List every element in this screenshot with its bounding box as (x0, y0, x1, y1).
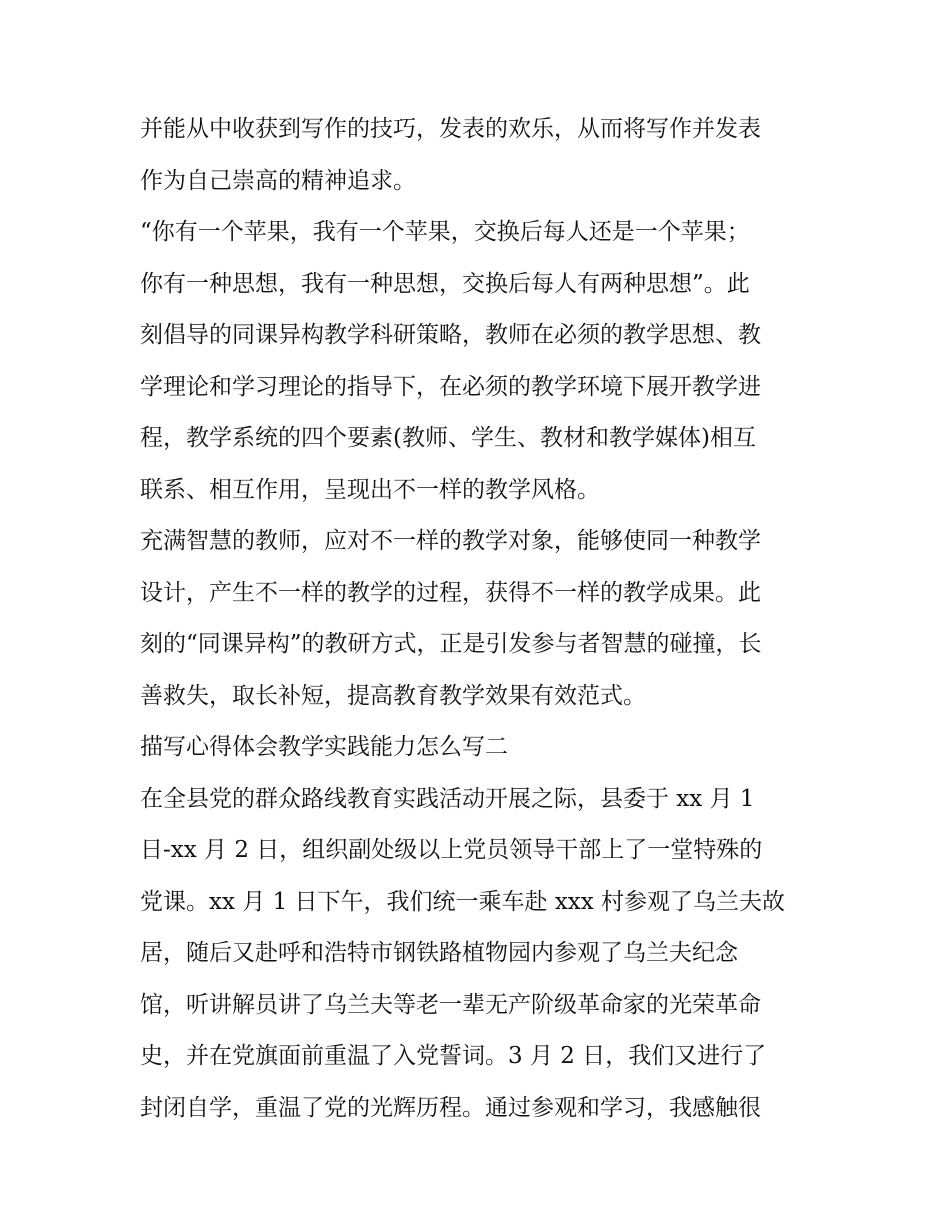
text-line: “你有一个苹果，我有一个苹果，交换后每人还是一个苹果； (140, 219, 750, 245)
text-line: 日-xx 月 2 日，组织副处级以上党员领导干部上了一堂特殊的 (140, 837, 763, 863)
text-line: 馆，听讲解员讲了乌兰夫等老一辈无产阶级革命家的光荣革命 (140, 991, 761, 1018)
text-line: 在全县党的群众路线教育实践活动开展之际，县委于 xx 月 1 (140, 785, 755, 812)
text-line: 党课。xx 月 1 日下午，我们统一乘车赴 xxx 村参观了乌兰夫故 (140, 888, 786, 915)
body-text (140, 104, 840, 1134)
section-heading: 描写心得体会教学实践能力怎么写二 (140, 734, 508, 760)
text-line: 你有一种思想，我有一种思想，交换后每人有两种思想”。此 (140, 270, 750, 297)
text-line: 作为自己崇高的精神追求。 (140, 167, 416, 194)
text-line: 并能从中收获到写作的技巧，发表的欢乐，从而将写作并发表 (140, 116, 761, 142)
text-line: 学理论和学习理论的指导下，在必须的教学环境下展开教学进 (140, 373, 761, 400)
text-line: 联系、相互作用，呈现出不一样的教学风格。 (140, 476, 600, 503)
text-line: 封闭自学，重温了党的光辉历程。通过参观和学习，我感触很 (140, 1094, 761, 1121)
text-line: 史，并在党旗面前重温了入党誓词。3 月 2 日，我们又进行了 (140, 1043, 767, 1069)
text-line: 刻的“同课异构”的教研方式，正是引发参与者智慧的碰撞，长 (140, 631, 762, 657)
text-line: 善救失，取长补短，提高教育教学效果有效范式。 (140, 682, 646, 709)
text-line: 设计，产生不一样的教学的过程，获得不一样的教学成果。此 (140, 579, 761, 606)
text-line: 充满智慧的教师，应对不一样的教学对象，能够使同一种教学 (140, 528, 761, 554)
text-line: 刻倡导的同课异构教学科研策略，教师在必须的教学思想、教 (140, 322, 761, 348)
text-line: 居，随后又赴呼和浩特市钢铁路植物园内参观了乌兰夫纪念 (140, 940, 738, 966)
text-line: 程，教学系统的四个要素(教师、学生、教材和教学媒体)相互 (140, 425, 756, 451)
